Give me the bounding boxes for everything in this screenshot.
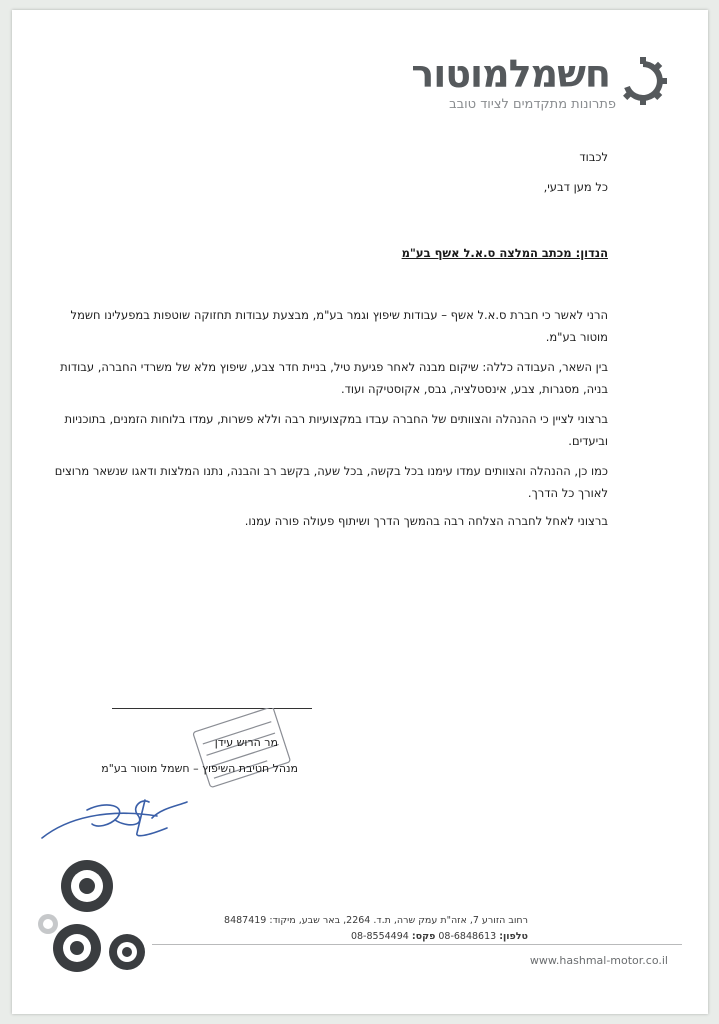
- footer-address: רחוב הזורע 7, אזה"ת עמק שרה, ת.ד. 2264, באר שבע, מיקוד: 8487419: [224, 915, 528, 926]
- body-paragraph-5: ברצוני לאחל לחברה הצלחה רבה בהמשך הדרך ושיתוף פעולה פורה עמנו.: [244, 514, 608, 528]
- logo-tagline: פתרונות מתקדמים לציוד טובב: [449, 97, 616, 112]
- letter-subject: הנדון: מכתב המלצה ס.א.ל אשף בע"מ: [401, 246, 608, 260]
- signatory-title: מנהל חטיבת השיפוץ – חשמל מוטור בע"מ: [101, 762, 298, 775]
- footer-divider: [152, 944, 682, 945]
- body-paragraph-1: הרני לאשר כי חברת ס.א.ל אשף – עבודות שיפוץ וגמר בע"מ, מבצעת עבודות תחזוקה שוטפות במפעלינו חשמל מוטור בע"מ.: [70, 308, 608, 344]
- footer-website[interactable]: www.hashmal-motor.co.il: [529, 954, 668, 967]
- fax-label: פקס:: [411, 931, 436, 942]
- logo-company-name: חשמלמוטור: [411, 52, 610, 96]
- phone-label: טלפון:: [499, 931, 528, 942]
- fax-number: 08-8554494: [350, 931, 409, 942]
- company-logo: [408, 52, 668, 122]
- gears-decoration-icon: [32, 848, 162, 988]
- addressee-line-1: לכבוד: [579, 150, 608, 164]
- gear-logo-icon: [618, 56, 668, 106]
- body-paragraph-4: כמו כן, ההנהלה והצוותים עמדו עימנו בכל בקשה, בכל שעה, בקשב רב והבנה, נתנו המלצות ודאגו שנשאר מרוצים לאורך כל הדרך.: [54, 464, 608, 500]
- signatory-name: מר הרוש עידן: [214, 736, 278, 749]
- footer-phones: [351, 931, 528, 942]
- handwritten-signature: [37, 788, 197, 848]
- letter-page: [12, 10, 708, 1014]
- body-paragraph-2: בין השאר, העבודה כללה: שיקום מבנה לאחר פגיעת טיל, בניית חדר צבע, שיפוץ מלא של משרדי החברה, עבודות בניה, מסגרות, צבע, אינסטלציה, גבס, אקוסטיקה ועוד.: [60, 360, 608, 396]
- addressee-line-2: כל מען דבעי,: [543, 180, 608, 194]
- body-paragraph-3: ברצוני לציין כי ההנהלה והצוותים של החברה עבדו במקצועיות רבה וללא פשרות, עמדו בלוחות הזמנים, בתוכניות וביעדים.: [64, 412, 608, 448]
- phone-number: 08-6848613: [438, 931, 497, 942]
